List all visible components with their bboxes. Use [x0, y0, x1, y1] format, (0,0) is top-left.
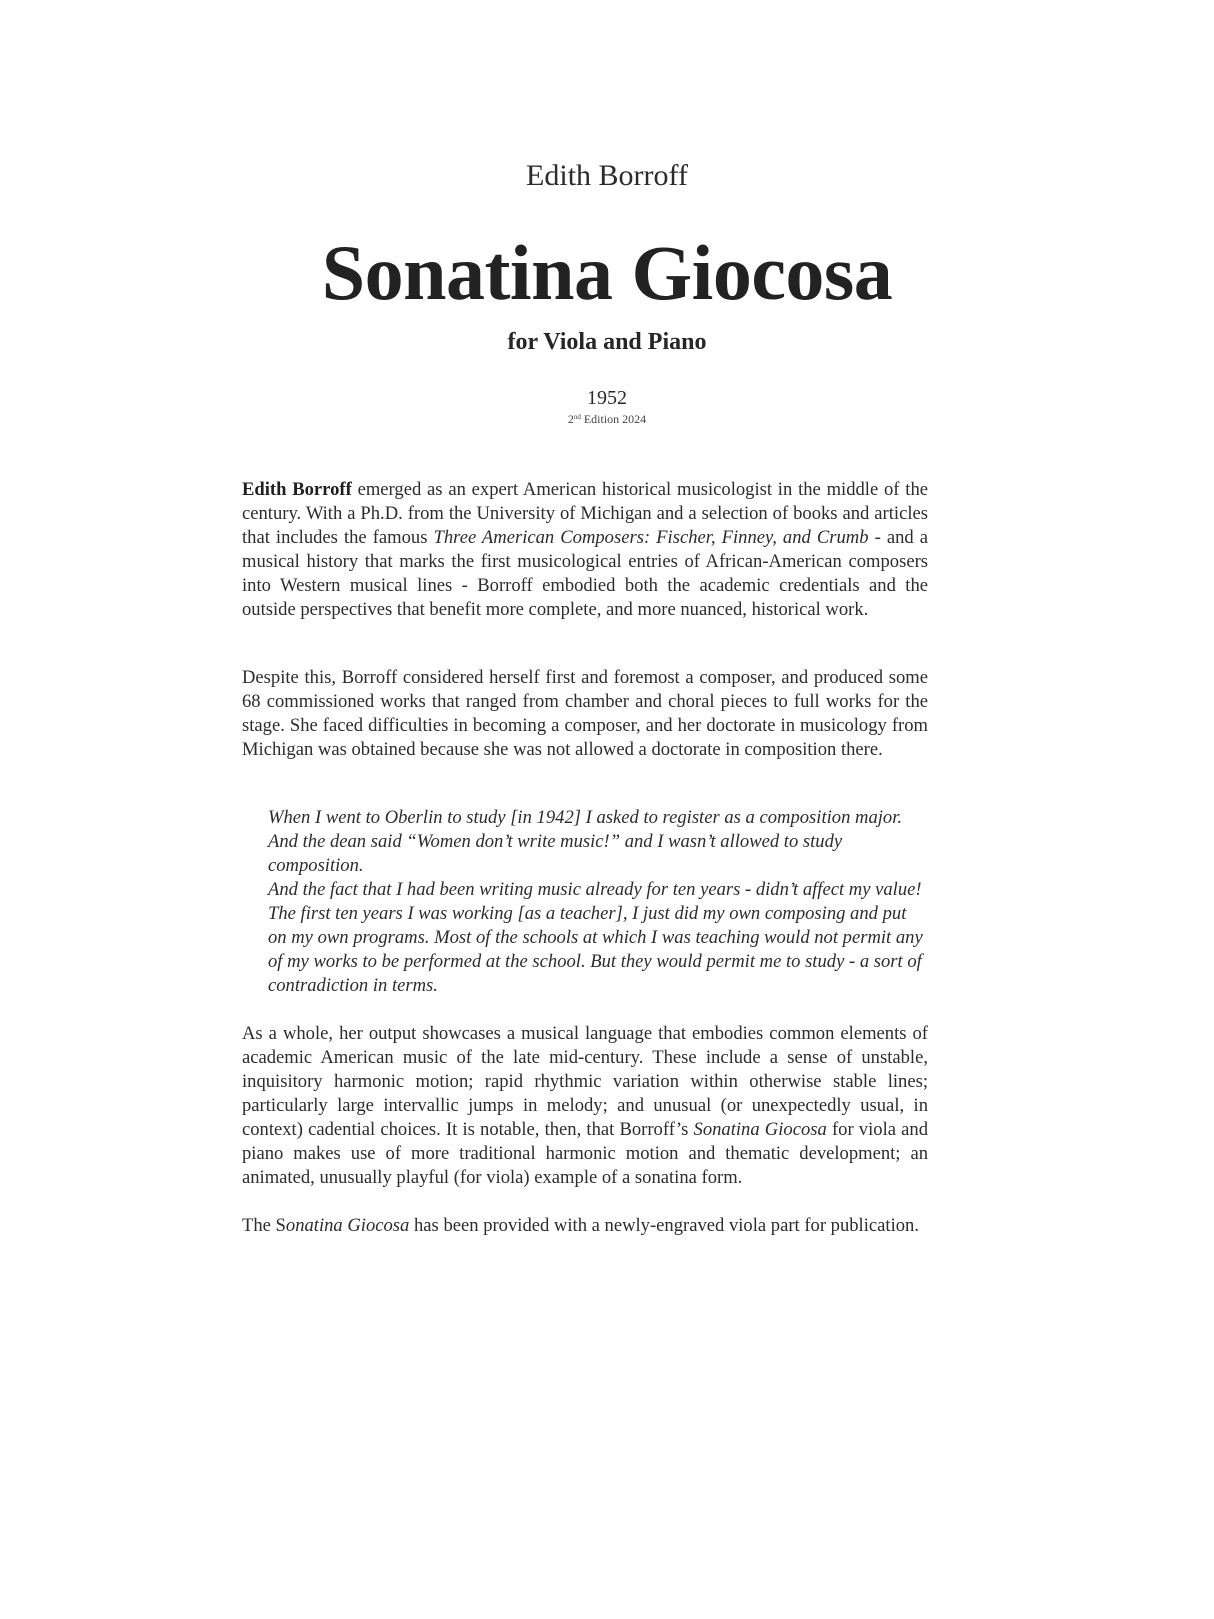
paragraph-text: for viola and piano makes use of more traditional harmonic motion and thematic development; an animated, unusually playful (for viola) example of a sonatina form.: [242, 1119, 929, 1188]
quote-line: contradiction in terms.: [268, 975, 438, 996]
work-title: Sonatina Giocosa: [321, 229, 893, 316]
paragraph-text: Despite this, Borroff considered herself first and foremost a composer, and produced some 68 commissioned works that ranged from chamber and choral pieces to full works for the stage. She faced difficulties in becoming a composer, and her doctorate in musicology from Michigan was obtained because she was not allowed a doctorate in composition there.: [242, 667, 928, 760]
edition-ordinal-suffix: nd: [573, 413, 581, 421]
work-title-italic: Sonatina Giocosa: [693, 1119, 827, 1140]
paragraph-text: The S: [242, 1215, 286, 1236]
quote-line: When I went to Oberlin to study [in 1942] I asked to register as a composition major.: [268, 807, 903, 828]
composition-year: 1952: [587, 387, 627, 409]
edition-number: 2: [567, 412, 574, 426]
biography-paragraph: [242, 478, 928, 622]
quote-line: on my own programs. Most of the schools at which I was teaching would not permit any: [268, 927, 923, 948]
composer-name-bold: Edith Borroff: [242, 479, 352, 500]
work-title-italic: onatina Giocosa: [285, 1215, 410, 1236]
paragraph-text: As a whole, her output showcases a musical language that embodies common elements of academic American music of the late mid-century. These include a sense of unstable, inquisitory harmonic motion; rapid rhythmic variation within otherwise stable lines; particularly large intervallic jumps in melody; and unusual (or unexpectedly usual, in context) cadential choices. It is notable, then, that Borroff’s: [242, 1023, 928, 1140]
composer-career-paragraph: [242, 666, 928, 762]
edition-note: [0, 410, 1214, 426]
edition-text: Edition 2024: [580, 412, 647, 426]
block-quote-teaching: [268, 902, 928, 998]
instrumentation-subtitle: for Viola and Piano: [507, 329, 707, 355]
publication-note-paragraph: [242, 1214, 928, 1238]
composer-name: Edith Borroff: [526, 159, 688, 192]
quote-line: The first ten years I was working [as a teacher], I just did my own composing and put: [268, 903, 907, 924]
paragraph-text: has been provided with a newly-engraved viola part for publication.: [409, 1215, 919, 1236]
block-quote-oberlin: [268, 806, 928, 902]
quote-line: And the dean said “Women don’t write music!” and I wasn’t allowed to study composition.: [268, 831, 843, 876]
paragraph-text: emerged as an expert American historical musicologist in the middle of the century. With a Ph.D. from the University of Michigan and a selection of books and articles that includes the famous: [242, 479, 929, 548]
musical-language-paragraph: [242, 1022, 928, 1190]
paragraph-text: - and a musical history that marks the first musicological entries of African-American composers into Western musical lines - Borroff embodied both the academic credentials and the outside perspectives that benefit more complete, and more nuanced, historical work.: [242, 527, 928, 620]
book-title: Three American Composers: Fischer, Finney, and Crumb: [433, 527, 869, 548]
quote-line: of my works to be performed at the school. But they would permit me to study - a sort of: [268, 951, 922, 972]
quote-line: And the fact that I had been writing music already for ten years - didn’t affect my value!: [268, 879, 922, 900]
